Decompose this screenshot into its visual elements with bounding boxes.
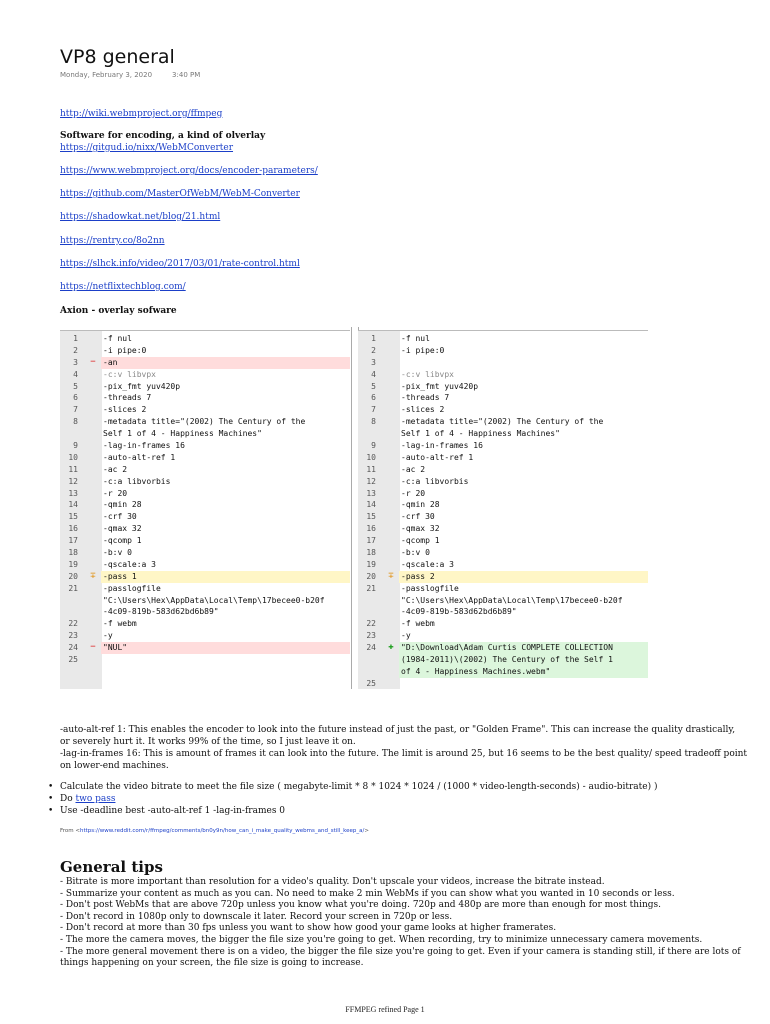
- diff-line: [60, 523, 350, 535]
- diff-line: [60, 630, 350, 642]
- bullet-two-pass: [60, 793, 658, 805]
- diff-line-text: -c:a libvorbis: [401, 476, 469, 486]
- diff-line-text: -lag-in-frames 16: [401, 441, 483, 451]
- software-label: Software for encoding, a kind of olverlay: [60, 131, 266, 141]
- diff-line: [358, 488, 648, 500]
- diff-line-text: -an: [101, 357, 350, 369]
- diff-line-number: 8: [371, 417, 376, 427]
- diff-line-number: 2: [73, 345, 78, 355]
- diff-line: [60, 511, 350, 523]
- diff-line: [358, 476, 648, 488]
- diff-line-number: 23: [366, 631, 376, 641]
- diff-line: [60, 559, 350, 571]
- diff-pane-left: [60, 330, 350, 689]
- link-block-3: [60, 165, 318, 177]
- diff-line: [60, 618, 350, 630]
- diff-line-text: of 4 - Happiness Machines.webm": [399, 666, 648, 678]
- diff-line-number: 13: [68, 488, 78, 498]
- diff-line: [358, 678, 648, 690]
- diff-line: [358, 630, 648, 642]
- diff-line: [60, 345, 350, 357]
- diff-line-text: -qscale:a 3: [103, 559, 156, 569]
- diff-line-text: -b:v 0: [103, 548, 132, 558]
- diff-line-number: 7: [371, 405, 376, 415]
- diff-line: [358, 428, 648, 440]
- diff-line-number: 21: [68, 583, 78, 593]
- bullet-bitrate: • Calculate the video bitrate to meet the file size ( megabyte-limit * 8 * 1024 * 1024 / (1000 * video-length-seconds) - audio-bitrate) ): [60, 781, 658, 793]
- tip-line: - Summarize your content as much as you can. No need to make 2 min WebMs if you can show what you wanted in 10 seconds or less.: [60, 888, 675, 899]
- diff-line-number: 8: [73, 417, 78, 427]
- link-gitgud-webmconverter[interactable]: https://gitgud.io/nixx/WebMConverter: [60, 143, 234, 153]
- diff-line-number: 10: [366, 452, 376, 462]
- diff-line: [60, 452, 350, 464]
- diff-line-number: 3: [73, 357, 78, 367]
- diff-line-text: -qmax 32: [103, 524, 142, 534]
- diff-line-number: 16: [366, 524, 376, 534]
- diff-line: [358, 654, 648, 666]
- link-wiki-webmproject[interactable]: http://wiki.webmproject.org/ffmpeg: [60, 109, 223, 119]
- diff-line-text: -passlogfile: [401, 583, 459, 593]
- diff-line: [358, 606, 648, 618]
- diff-line-number: 6: [73, 393, 78, 403]
- diff-add-icon: ✚: [388, 642, 394, 653]
- diff-line-number: 12: [68, 476, 78, 486]
- general-tips-body: [60, 877, 760, 970]
- diff-lines-left: [60, 333, 350, 690]
- diff-line-text: -pix_fmt yuv420p: [103, 381, 181, 391]
- diff-line-text: -ac 2: [103, 464, 128, 474]
- diff-line: [358, 381, 648, 393]
- diff-change-icon: ∓: [388, 570, 394, 581]
- explain-line: -lag-in-frames 16: This is amount of frames it can look into the future. The limit is around 25, but 16 seems to be the best quality/ speed tradeoff point: [60, 749, 748, 759]
- diff-line-text: "D:\Download\Adam Curtis COMPLETE COLLECTION: [399, 642, 648, 654]
- diff-line-text: -f webm: [401, 619, 435, 629]
- source-citation: [60, 828, 369, 834]
- diff-line-number: 5: [371, 381, 376, 391]
- diff-line-text: -crf 30: [103, 512, 137, 522]
- diff-line-text: -auto-alt-ref 1: [103, 452, 176, 462]
- link-block-7: [60, 258, 300, 270]
- diff-line-number: 19: [68, 559, 78, 569]
- source-prefix: From <: [60, 828, 80, 834]
- page-footer: FFMPEG refined Page 1: [345, 1005, 425, 1014]
- diff-line-text: Self 1 of 4 - Happiness Machines": [103, 429, 262, 439]
- link-block-5: [60, 211, 220, 223]
- diff-line-text: -i pipe:0: [103, 345, 147, 355]
- diff-line-text: -f nul: [401, 334, 430, 343]
- diff-line-number: 17: [68, 536, 78, 546]
- diff-line-number: 12: [366, 476, 376, 486]
- diff-line-number: 24: [68, 643, 78, 653]
- diff-line: [60, 464, 350, 476]
- diff-line-text: -4c09-819b-583d62bd6b89": [103, 607, 219, 617]
- link-encoder-parameters[interactable]: https://www.webmproject.org/docs/encoder-parameters/: [60, 166, 318, 176]
- diff-line-number: 15: [68, 512, 78, 522]
- diff-viewer-image: [60, 327, 648, 689]
- diff-line-text: -pass 2: [399, 571, 648, 583]
- diff-line: [358, 464, 648, 476]
- diff-line-number: 20: [68, 571, 78, 581]
- tip-line: - Don't post WebMs that are above 720p unless you know what you're doing. 720p and 480p are more than enough for most things.: [60, 900, 661, 911]
- diff-line-text: -threads 7: [401, 393, 450, 403]
- diff-line: [358, 416, 648, 428]
- diff-line-number: 18: [68, 548, 78, 558]
- diff-line: [60, 333, 350, 345]
- diff-line-text: -crf 30: [401, 512, 435, 522]
- diff-line-text: -qmax 32: [401, 524, 440, 534]
- tips-bullet-list: [60, 781, 658, 817]
- diff-line: [60, 428, 350, 440]
- diff-line-text: -c:v libvpx: [103, 369, 156, 379]
- diff-line: [60, 488, 350, 500]
- diff-line: [60, 535, 350, 547]
- diff-line-text: -f webm: [103, 619, 137, 629]
- explain-line: on lower-end machines.: [60, 761, 169, 771]
- diff-remove-icon: −: [90, 356, 96, 367]
- bullet-two-pass-text: Do: [60, 794, 76, 804]
- link-two-pass[interactable]: two pass: [75, 794, 116, 804]
- diff-line-text: -auto-alt-ref 1: [401, 452, 474, 462]
- diff-line-number: 10: [68, 452, 78, 462]
- diff-line: [358, 333, 648, 345]
- diff-line-text: -r 20: [103, 488, 128, 498]
- diff-line-text: -qcomp 1: [103, 536, 142, 546]
- diff-line-text: -metadata title="(2002) The Century of the: [401, 417, 604, 427]
- diff-line: [60, 547, 350, 559]
- diff-line-number: 5: [73, 381, 78, 391]
- diff-line-number: 17: [366, 536, 376, 546]
- explain-paragraph: [60, 724, 760, 772]
- diff-line-text: "C:\Users\Hex\AppData\Local\Temp\17becee0-b20f: [401, 595, 623, 605]
- diff-line: [60, 369, 350, 381]
- page-timestamp: [60, 71, 200, 79]
- bullet-deadline: • Use -deadline best -auto-alt-ref 1 -lag-in-frames 0: [60, 805, 658, 817]
- diff-line-number: 22: [366, 619, 376, 629]
- diff-line-number: 1: [371, 334, 376, 343]
- link-github-webm-converter[interactable]: https://github.com/MasterOfWebM/WebM-Converter: [60, 189, 300, 199]
- diff-line: [60, 381, 350, 393]
- diff-line-text: -i pipe:0: [401, 345, 445, 355]
- diff-line-number: 6: [371, 393, 376, 403]
- diff-line: [60, 404, 350, 416]
- diff-line: [358, 511, 648, 523]
- diff-line-number: 3: [371, 357, 376, 367]
- diff-line: [358, 523, 648, 535]
- diff-line-text: -y: [103, 631, 113, 641]
- diff-line-number: 19: [366, 559, 376, 569]
- diff-remove-icon: −: [90, 642, 96, 653]
- diff-line-text: "NUL": [101, 642, 350, 654]
- diff-line-number: 25: [68, 655, 78, 665]
- diff-line: [358, 440, 648, 452]
- explain-line: -auto-alt-ref 1: This enables the encoder to look into the future instead of just the past, or "Golden Frame". This can increase the quality drastically,: [60, 725, 736, 735]
- diff-line: [60, 595, 350, 607]
- diff-line-number: 18: [366, 548, 376, 558]
- diff-line-number: 20: [366, 571, 376, 581]
- diff-line-number: 9: [371, 441, 376, 451]
- diff-line-number: 16: [68, 524, 78, 534]
- diff-change-icon: ∓: [90, 570, 96, 581]
- diff-line-text: -y: [401, 631, 411, 641]
- diff-line: [60, 583, 350, 595]
- page-title: VP8 general: [60, 46, 175, 68]
- diff-line-text: -passlogfile: [103, 583, 161, 593]
- diff-line: [60, 571, 350, 583]
- diff-line: [60, 357, 350, 369]
- tip-line: - The more general movement there is on a video, the bigger the file size you're going to get. Even if your camera is standing still, if there are lots of: [60, 946, 741, 957]
- diff-line-text: (1984-2011)\(2002) The Century of the Self 1: [399, 654, 648, 666]
- diff-line: [358, 404, 648, 416]
- tip-line: - Don't record in 1080p only to downscale it later. Record your screen in 720p or less.: [60, 911, 453, 922]
- diff-line-number: 25: [366, 678, 376, 688]
- diff-pane-right: [358, 330, 648, 689]
- diff-line: [60, 642, 350, 654]
- link-block-8: [60, 281, 186, 293]
- link-rentry[interactable]: https://rentry.co/8o2nn: [60, 236, 165, 246]
- tip-line: - Bitrate is more important than resolution for a video's quality. Don't upscale your videos, increase the bitrate instead.: [60, 877, 605, 887]
- link-shadowkat-blog[interactable]: https://shadowkat.net/blog/21.html: [60, 212, 221, 222]
- link-block-6: [60, 235, 165, 247]
- diff-line-number: 1: [73, 334, 78, 343]
- diff-line-number: 22: [68, 619, 78, 629]
- diff-line-number: 14: [366, 500, 376, 510]
- diff-line-text: -4c09-819b-583d62bd6b89": [401, 607, 517, 617]
- diff-line-text: -slices 2: [401, 405, 445, 415]
- diff-line: [358, 499, 648, 511]
- diff-line: [358, 547, 648, 559]
- diff-line: [358, 535, 648, 547]
- diff-line: [358, 595, 648, 607]
- diff-line-text: -qmin 28: [103, 500, 142, 510]
- diff-line-number: 9: [73, 441, 78, 451]
- diff-line: [60, 416, 350, 428]
- diff-line-text: -metadata title="(2002) The Century of the: [103, 417, 306, 427]
- diff-line: [358, 571, 648, 583]
- diff-line: [60, 606, 350, 618]
- explain-line: or severely hurt it. It works 99% of the time, so I just leave it on.: [60, 737, 356, 747]
- diff-line: [60, 440, 350, 452]
- general-tips-heading: General tips: [60, 858, 163, 876]
- diff-line-text: -qmin 28: [401, 500, 440, 510]
- diff-line: [358, 618, 648, 630]
- diff-line-text: -threads 7: [103, 393, 152, 403]
- link-netflix-techblog[interactable]: https://netflixtechblog.com/: [60, 282, 186, 292]
- diff-line-number: 13: [366, 488, 376, 498]
- tip-line: - The more the camera moves, the bigger the file size you're going to get. When recording, try to minimize unnecessary camera movements.: [60, 934, 703, 945]
- diff-line-number: 11: [366, 464, 376, 474]
- diff-line: [60, 654, 350, 666]
- tip-line: things happening on your screen, the file size is going to increase.: [60, 958, 364, 969]
- diff-line-text: -ac 2: [401, 464, 426, 474]
- diff-line-text: Self 1 of 4 - Happiness Machines": [401, 429, 560, 439]
- diff-line-number: 2: [371, 345, 376, 355]
- diff-line: [358, 583, 648, 595]
- tip-line: - Don't record at more than 30 fps unless you want to show how good your game looks at higher framerates.: [60, 923, 557, 934]
- diff-line: [358, 369, 648, 381]
- diff-line-text: -pix_fmt yuv420p: [401, 381, 479, 391]
- diff-line-text: -f nul: [103, 334, 132, 343]
- diff-line: [358, 559, 648, 571]
- diff-line-text: -pass 1: [101, 571, 350, 583]
- diff-line-number: 21: [366, 583, 376, 593]
- diff-line-text: -slices 2: [103, 405, 147, 415]
- page-time: 3:40 PM: [172, 71, 201, 79]
- link-block-1: [60, 108, 222, 120]
- diff-line-text: -b:v 0: [401, 548, 430, 558]
- diff-line: [60, 476, 350, 488]
- link-reddit-source[interactable]: https://www.reddit.com/r/ffmpeg/comments/bn0y9n/how_can_i_make_quality_webms_and_still_keep_a/: [79, 828, 365, 834]
- diff-line: [60, 666, 350, 678]
- diff-line: [358, 642, 648, 654]
- link-block-2: [60, 130, 265, 154]
- diff-line-number: 4: [371, 369, 376, 379]
- page-date: Monday, February 3, 2020: [60, 71, 153, 79]
- diff-line: [358, 357, 648, 369]
- diff-line-number: 15: [366, 512, 376, 522]
- diff-line-number: 14: [68, 500, 78, 510]
- diff-line-number: 11: [68, 464, 78, 474]
- diff-line-text: -lag-in-frames 16: [103, 441, 185, 451]
- diff-line: [358, 392, 648, 404]
- diff-line-text: -c:v libvpx: [401, 369, 454, 379]
- axion-label: Axion - overlay sofware: [60, 306, 177, 316]
- diff-line-number: 4: [73, 369, 78, 379]
- diff-line-number: 24: [366, 643, 376, 653]
- diff-line: [358, 452, 648, 464]
- diff-line-text: -qscale:a 3: [401, 559, 454, 569]
- diff-line-number: 23: [68, 631, 78, 641]
- diff-line: [60, 499, 350, 511]
- link-block-4: [60, 188, 300, 200]
- diff-line-text: -r 20: [401, 488, 426, 498]
- diff-lines-right: [358, 333, 648, 690]
- diff-line: [358, 666, 648, 678]
- diff-line: [358, 345, 648, 357]
- diff-line-text: -qcomp 1: [401, 536, 440, 546]
- link-slhck-rate-control[interactable]: https://slhck.info/video/2017/03/01/rate-control.html: [60, 259, 300, 269]
- source-suffix: >: [364, 828, 369, 834]
- diff-line-number: 7: [73, 405, 78, 415]
- diff-line: [60, 678, 350, 690]
- diff-line: [60, 392, 350, 404]
- diff-line-text: -c:a libvorbis: [103, 476, 171, 486]
- diff-line-text: "C:\Users\Hex\AppData\Local\Temp\17becee0-b20f: [103, 595, 325, 605]
